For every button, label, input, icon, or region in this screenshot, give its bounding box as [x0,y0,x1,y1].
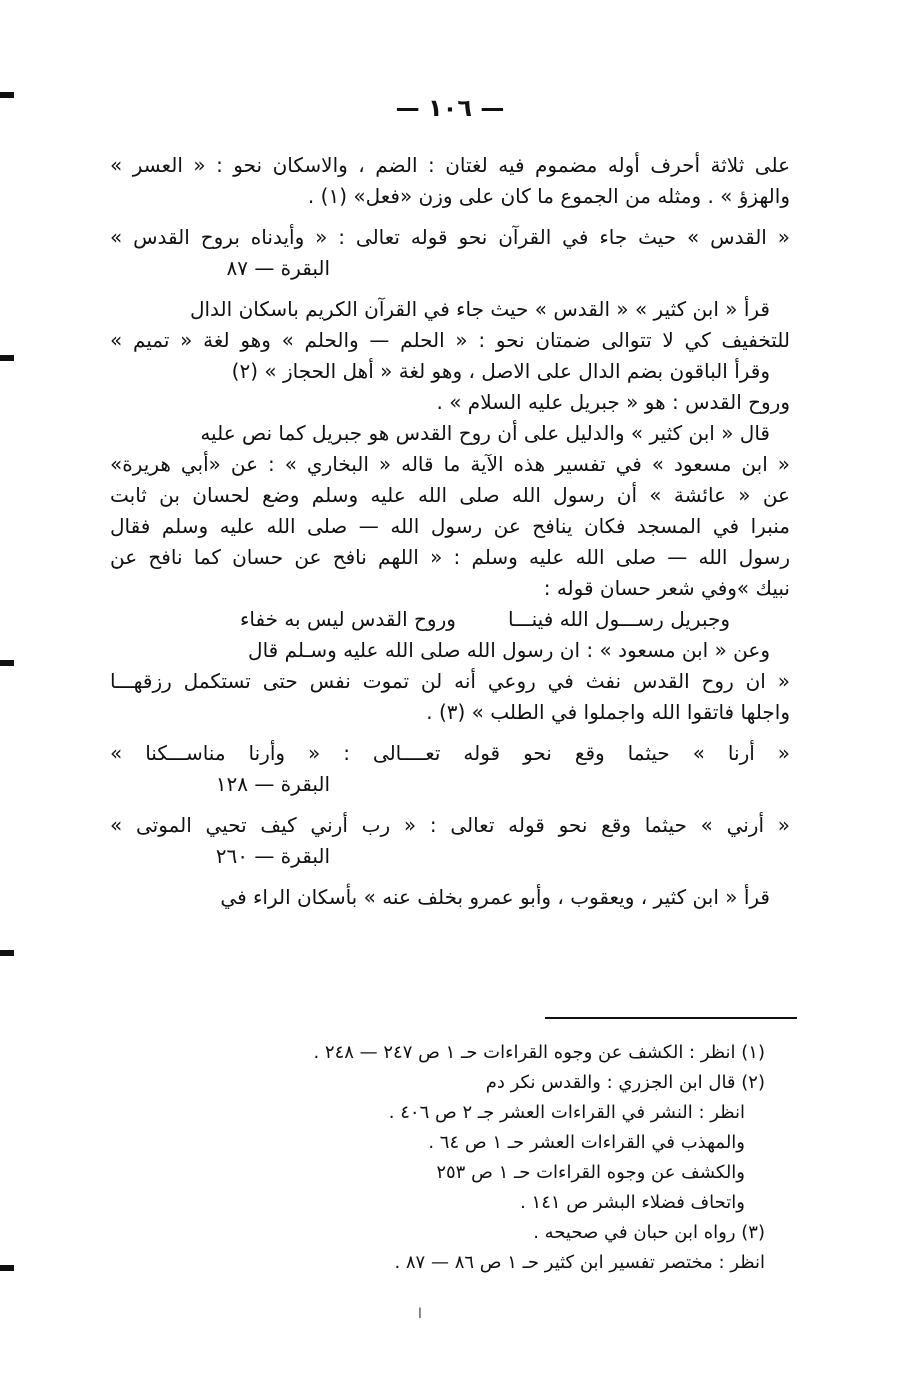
footnote-separator [545,1017,797,1019]
text-line: نبيك »وفي شعر حسان قوله : [543,576,790,600]
margin-mark [0,92,14,98]
text-line: وقرأ الباقون بضم الدال على الاصل ، وهو لغة « أهل الحجاز » (٢) [231,359,770,383]
verse-reference: البقرة — ٢٦٠ [215,844,330,868]
text-line: « ان روح القدس نفث في روعي أنه لن تموت نفس حتى تستكمل رزقهـــا [110,669,790,693]
margin-mark [0,355,14,361]
text-line: على ثلاثة أحرف أوله مضموم فيه لغتان : الضم ، والاسكان نحو : « العسر » [110,153,790,177]
verse-hemistich-right: وجبريل رســـول الله فينـــا [507,607,730,631]
text-line: والهزؤ » . ومثله من الجموع ما كان على وزن «فعل» (١) . [307,184,790,208]
text-line: واجلها فاتقوا الله واجملوا في الطلب » (٣) . [426,700,790,724]
text-line: عن « عائشة » أن رسول الله صلى الله عليه وسلم وضع لحسان بن ثابت [110,483,790,507]
text-line: للتخفيف كي لا تتوالى ضمتان نحو : « الحلم — والحلم » وهو لغة « تميم » [110,328,790,352]
verse-hemistich-left: وروح القدس ليس به خفاء [240,607,456,631]
paragraph-block [110,635,790,913]
text-line: « أرني » حيثما وقع نحو قوله تعالى : « رب أرني كيف تحيي الموتى » [110,813,790,837]
text-line: « أرنا » حيثما وقع نحو قوله تعــــالى : « وأرنا مناســـكنا » [110,741,790,765]
bottom-mark: ا [418,1306,422,1322]
text-line: قرأ « ابن كثير » « القدس » حيث جاء في القرآن الكريم باسكان الدال [189,297,770,321]
footnote-line: والكشف عن وجوه القراءات حـ ١ ص ٢٥٣ [436,1162,745,1183]
paragraph-gap [110,212,790,222]
footnote-line: والمهذب في القراءات العشر حـ ١ ص ٦٤ . [428,1132,745,1153]
text-line: وروح القدس : هو « جبريل عليه السلام » . [436,390,790,414]
paragraph-gap [110,728,790,738]
footnote-line: انظر : النشر في القراءات العشر جـ ٢ ص ٤٠٦ . [388,1102,745,1123]
paragraph-block [110,150,790,604]
verse-reference: البقرة — ١٢٨ [215,772,330,796]
text-line: « القدس » حيث جاء في القرآن نحو قوله تعالى : « وأيدناه بروح القدس » [110,225,790,249]
footnote-line: (٢) قال ابن الجزري : والقدس نكر دم [485,1072,765,1093]
paragraph-gap [110,284,790,294]
footnotes [150,1038,765,1278]
footnote-line: واتحاف فضلاء البشر ص ١٤١ . [520,1192,745,1213]
footnote-line: (١) انظر : الكشف عن وجوه القراءات حـ ١ ص ٢٤٧ — ٢٤٨ . [313,1042,765,1063]
text-line: منبرا في المسجد فكان ينافح عن رسول الله — صلى الله عليه وسلم فقال [110,514,790,538]
margin-mark [0,1265,14,1271]
margin-mark [0,660,14,666]
verse-reference: البقرة — ٨٧ [226,256,330,280]
poem-verse [110,604,790,635]
text-line: قال « ابن كثير » والدليل على أن روح القدس هو جبريل كما نص عليه [200,421,770,445]
footnote-line: (٣) رواه ابن حبان في صحيحه . [533,1222,765,1243]
text-line: وعن « ابن مسعود » : ان رسول الله صلى الله عليه وسـلم قال [248,638,770,662]
footnote-line: انظر : مختصر تفسير ابن كثير حـ ١ ص ٨٦ — ٨٧ . [394,1252,765,1273]
margin-mark [0,950,14,956]
page-number: — ١٠٦ — [395,94,505,122]
text-line: قرأ « ابن كثير ، ويعقوب ، وأبو عمرو بخلف عنه » بأسكان الراء في [220,885,770,909]
text-line: « ابن مسعود » في تفسير هذه الآية ما قاله « البخاري » : عن «أبي هريرة» [110,452,790,476]
paragraph-gap [110,872,790,882]
main-text [110,150,790,913]
text-line: رسول الله — صلى الله عليه وسلم : « اللهم نافح عن حسان كما نافح عن [110,545,790,569]
paragraph-gap [110,800,790,810]
